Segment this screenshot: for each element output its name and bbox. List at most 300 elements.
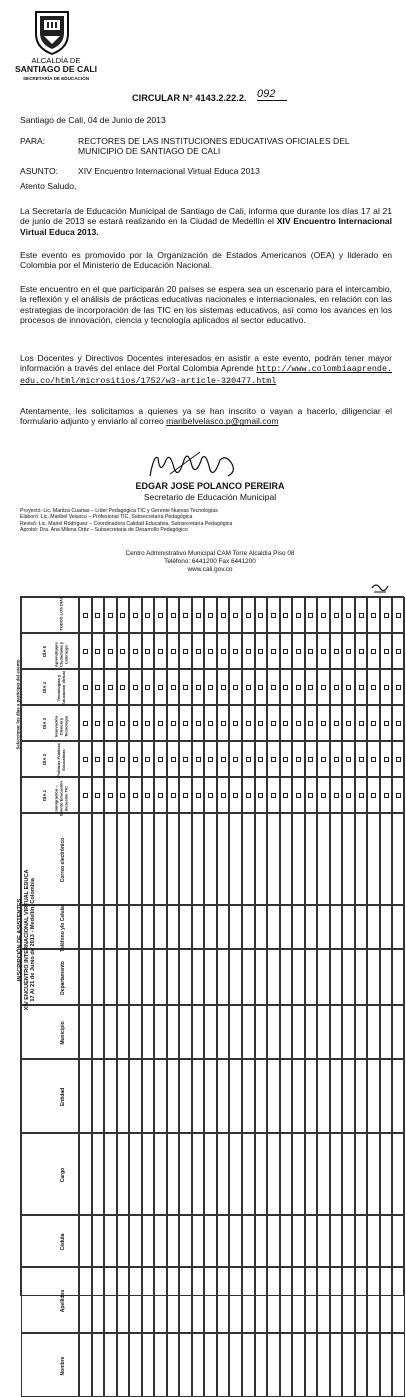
input-cell[interactable] [280, 813, 293, 905]
input-cell[interactable] [292, 949, 305, 1005]
day-checkbox[interactable] [321, 757, 326, 762]
day-checkbox[interactable] [208, 757, 213, 762]
input-cell[interactable] [355, 1215, 368, 1267]
day-checkbox[interactable] [283, 757, 288, 762]
day-checkbox[interactable] [359, 613, 364, 618]
input-cell[interactable] [79, 1215, 92, 1267]
input-cell[interactable] [255, 813, 268, 905]
input-cell[interactable] [305, 1005, 318, 1059]
input-cell[interactable] [255, 905, 268, 949]
day-checkbox[interactable] [246, 793, 251, 798]
input-cell[interactable] [392, 949, 405, 1005]
input-cell[interactable] [154, 1005, 167, 1059]
day-checkbox[interactable] [171, 757, 176, 762]
day-checkbox[interactable] [208, 793, 213, 798]
day-checkbox[interactable] [346, 649, 351, 654]
day-checkbox[interactable] [246, 649, 251, 654]
day-checkbox[interactable] [246, 685, 251, 690]
input-cell[interactable] [330, 813, 343, 905]
input-cell[interactable] [142, 813, 155, 905]
input-cell[interactable] [142, 1133, 155, 1215]
day-checkbox[interactable] [258, 793, 263, 798]
input-cell[interactable] [342, 1059, 355, 1133]
input-cell[interactable] [104, 1333, 117, 1397]
input-cell[interactable] [79, 813, 92, 905]
day-checkbox[interactable] [283, 721, 288, 726]
input-cell[interactable] [92, 1267, 105, 1333]
input-cell[interactable] [355, 1267, 368, 1333]
day-checkbox[interactable] [133, 757, 138, 762]
input-cell[interactable] [192, 949, 205, 1005]
input-cell[interactable] [92, 905, 105, 949]
input-cell[interactable] [192, 1005, 205, 1059]
day-checkbox[interactable] [183, 685, 188, 690]
day-checkbox[interactable] [321, 721, 326, 726]
day-checkbox[interactable] [108, 793, 113, 798]
input-cell[interactable] [292, 1267, 305, 1333]
input-cell[interactable] [229, 905, 242, 949]
input-cell[interactable] [342, 813, 355, 905]
input-cell[interactable] [229, 813, 242, 905]
day-checkbox[interactable] [246, 613, 251, 618]
day-checkbox[interactable] [283, 613, 288, 618]
day-checkbox[interactable] [283, 649, 288, 654]
input-cell[interactable] [179, 1267, 192, 1333]
input-cell[interactable] [117, 949, 130, 1005]
input-cell[interactable] [317, 1005, 330, 1059]
input-cell[interactable] [217, 1059, 230, 1133]
input-cell[interactable] [267, 1267, 280, 1333]
day-checkbox[interactable] [221, 649, 226, 654]
input-cell[interactable] [342, 1267, 355, 1333]
input-cell[interactable] [380, 813, 393, 905]
day-checkbox[interactable] [145, 721, 150, 726]
day-checkbox[interactable] [334, 649, 339, 654]
input-cell[interactable] [229, 1059, 242, 1133]
input-cell[interactable] [317, 1215, 330, 1267]
day-checkbox[interactable] [283, 793, 288, 798]
input-cell[interactable] [330, 1215, 343, 1267]
input-cell[interactable] [129, 1215, 142, 1267]
input-cell[interactable] [330, 1059, 343, 1133]
input-cell[interactable] [305, 949, 318, 1005]
input-cell[interactable] [280, 1267, 293, 1333]
day-checkbox[interactable] [321, 685, 326, 690]
input-cell[interactable] [367, 1005, 380, 1059]
input-cell[interactable] [179, 1059, 192, 1133]
day-checkbox[interactable] [83, 649, 88, 654]
day-checkbox[interactable] [246, 757, 251, 762]
input-cell[interactable] [117, 1267, 130, 1333]
day-checkbox[interactable] [145, 613, 150, 618]
input-cell[interactable] [342, 1133, 355, 1215]
day-checkbox[interactable] [196, 757, 201, 762]
day-checkbox[interactable] [171, 721, 176, 726]
input-cell[interactable] [242, 1059, 255, 1133]
day-checkbox[interactable] [296, 757, 301, 762]
day-checkbox[interactable] [271, 685, 276, 690]
input-cell[interactable] [79, 905, 92, 949]
input-cell[interactable] [204, 949, 217, 1005]
input-cell[interactable] [229, 1215, 242, 1267]
input-cell[interactable] [380, 1059, 393, 1133]
input-cell[interactable] [79, 1005, 92, 1059]
input-cell[interactable] [242, 905, 255, 949]
input-cell[interactable] [305, 1267, 318, 1333]
input-cell[interactable] [292, 1059, 305, 1133]
day-checkbox[interactable] [83, 613, 88, 618]
input-cell[interactable] [204, 905, 217, 949]
day-checkbox[interactable] [95, 721, 100, 726]
day-checkbox[interactable] [120, 721, 125, 726]
day-checkbox[interactable] [171, 793, 176, 798]
input-cell[interactable] [79, 1333, 92, 1397]
input-cell[interactable] [380, 1333, 393, 1397]
input-cell[interactable] [330, 1333, 343, 1397]
input-cell[interactable] [267, 1215, 280, 1267]
input-cell[interactable] [104, 1215, 117, 1267]
day-checkbox[interactable] [95, 793, 100, 798]
input-cell[interactable] [367, 813, 380, 905]
input-cell[interactable] [192, 1333, 205, 1397]
input-cell[interactable] [92, 1059, 105, 1133]
input-cell[interactable] [255, 1333, 268, 1397]
input-cell[interactable] [367, 1059, 380, 1133]
input-cell[interactable] [217, 1133, 230, 1215]
portal-link[interactable]: http://www.colombiaaprende.edu.co/html/micrositios/1752/w3-article-320477.html [20, 364, 393, 386]
input-cell[interactable] [192, 813, 205, 905]
day-checkbox[interactable] [371, 721, 376, 726]
day-checkbox[interactable] [120, 613, 125, 618]
input-cell[interactable] [229, 1005, 242, 1059]
day-checkbox[interactable] [334, 793, 339, 798]
input-cell[interactable] [305, 1133, 318, 1215]
input-cell[interactable] [380, 905, 393, 949]
input-cell[interactable] [167, 1333, 180, 1397]
day-checkbox[interactable] [384, 685, 389, 690]
day-checkbox[interactable] [145, 757, 150, 762]
input-cell[interactable] [330, 905, 343, 949]
input-cell[interactable] [129, 949, 142, 1005]
input-cell[interactable] [229, 1267, 242, 1333]
day-checkbox[interactable] [296, 685, 301, 690]
input-cell[interactable] [242, 949, 255, 1005]
day-checkbox[interactable] [208, 685, 213, 690]
input-cell[interactable] [292, 1133, 305, 1215]
day-checkbox[interactable] [258, 613, 263, 618]
input-cell[interactable] [317, 1333, 330, 1397]
day-checkbox[interactable] [371, 757, 376, 762]
day-checkbox[interactable] [346, 793, 351, 798]
day-checkbox[interactable] [334, 757, 339, 762]
input-cell[interactable] [255, 1059, 268, 1133]
input-cell[interactable] [292, 905, 305, 949]
day-checkbox[interactable] [258, 757, 263, 762]
day-checkbox[interactable] [183, 757, 188, 762]
input-cell[interactable] [330, 949, 343, 1005]
day-checkbox[interactable] [359, 793, 364, 798]
day-checkbox[interactable] [371, 613, 376, 618]
input-cell[interactable] [292, 813, 305, 905]
input-cell[interactable] [217, 1333, 230, 1397]
input-cell[interactable] [179, 905, 192, 949]
input-cell[interactable] [255, 949, 268, 1005]
day-checkbox[interactable] [183, 613, 188, 618]
input-cell[interactable] [104, 949, 117, 1005]
day-checkbox[interactable] [308, 685, 313, 690]
input-cell[interactable] [280, 1333, 293, 1397]
input-cell[interactable] [79, 949, 92, 1005]
input-cell[interactable] [280, 1005, 293, 1059]
day-checkbox[interactable] [133, 721, 138, 726]
input-cell[interactable] [242, 1215, 255, 1267]
day-checkbox[interactable] [396, 649, 401, 654]
input-cell[interactable] [104, 1133, 117, 1215]
input-cell[interactable] [167, 1059, 180, 1133]
input-cell[interactable] [142, 1333, 155, 1397]
day-checkbox[interactable] [384, 793, 389, 798]
input-cell[interactable] [305, 1215, 318, 1267]
day-checkbox[interactable] [283, 685, 288, 690]
input-cell[interactable] [242, 1133, 255, 1215]
input-cell[interactable] [154, 1267, 167, 1333]
input-cell[interactable] [267, 1005, 280, 1059]
day-checkbox[interactable] [334, 613, 339, 618]
day-checkbox[interactable] [233, 793, 238, 798]
input-cell[interactable] [317, 1059, 330, 1133]
day-checkbox[interactable] [384, 757, 389, 762]
day-checkbox[interactable] [108, 685, 113, 690]
input-cell[interactable] [342, 1005, 355, 1059]
input-cell[interactable] [267, 1059, 280, 1133]
input-cell[interactable] [204, 1059, 217, 1133]
input-cell[interactable] [380, 1267, 393, 1333]
input-cell[interactable] [154, 1215, 167, 1267]
day-checkbox[interactable] [371, 793, 376, 798]
day-checkbox[interactable] [83, 721, 88, 726]
input-cell[interactable] [330, 1133, 343, 1215]
day-checkbox[interactable] [396, 685, 401, 690]
input-cell[interactable] [142, 949, 155, 1005]
day-checkbox[interactable] [196, 613, 201, 618]
input-cell[interactable] [179, 1333, 192, 1397]
day-checkbox[interactable] [108, 721, 113, 726]
day-checkbox[interactable] [334, 685, 339, 690]
day-checkbox[interactable] [145, 685, 150, 690]
day-checkbox[interactable] [271, 793, 276, 798]
day-checkbox[interactable] [359, 649, 364, 654]
input-cell[interactable] [192, 905, 205, 949]
day-checkbox[interactable] [120, 793, 125, 798]
input-cell[interactable] [392, 905, 405, 949]
day-checkbox[interactable] [120, 685, 125, 690]
input-cell[interactable] [192, 1215, 205, 1267]
day-checkbox[interactable] [171, 685, 176, 690]
day-checkbox[interactable] [308, 649, 313, 654]
input-cell[interactable] [355, 813, 368, 905]
day-checkbox[interactable] [271, 613, 276, 618]
input-cell[interactable] [79, 1133, 92, 1215]
day-checkbox[interactable] [384, 721, 389, 726]
input-cell[interactable] [380, 1215, 393, 1267]
input-cell[interactable] [242, 1267, 255, 1333]
input-cell[interactable] [167, 813, 180, 905]
input-cell[interactable] [317, 1133, 330, 1215]
input-cell[interactable] [305, 813, 318, 905]
input-cell[interactable] [129, 1005, 142, 1059]
day-checkbox[interactable] [133, 685, 138, 690]
input-cell[interactable] [217, 1215, 230, 1267]
input-cell[interactable] [317, 905, 330, 949]
day-checkbox[interactable] [271, 649, 276, 654]
day-checkbox[interactable] [346, 685, 351, 690]
day-checkbox[interactable] [396, 757, 401, 762]
day-checkbox[interactable] [158, 721, 163, 726]
input-cell[interactable] [167, 949, 180, 1005]
input-cell[interactable] [92, 949, 105, 1005]
day-checkbox[interactable] [321, 613, 326, 618]
input-cell[interactable] [392, 1333, 405, 1397]
day-checkbox[interactable] [145, 649, 150, 654]
input-cell[interactable] [267, 905, 280, 949]
input-cell[interactable] [179, 949, 192, 1005]
input-cell[interactable] [117, 1133, 130, 1215]
input-cell[interactable] [167, 1133, 180, 1215]
input-cell[interactable] [217, 813, 230, 905]
input-cell[interactable] [280, 1133, 293, 1215]
day-checkbox[interactable] [233, 613, 238, 618]
day-checkbox[interactable] [271, 721, 276, 726]
day-checkbox[interactable] [359, 721, 364, 726]
input-cell[interactable] [154, 1133, 167, 1215]
input-cell[interactable] [355, 1059, 368, 1133]
input-cell[interactable] [392, 1215, 405, 1267]
day-checkbox[interactable] [221, 613, 226, 618]
input-cell[interactable] [355, 1005, 368, 1059]
day-checkbox[interactable] [183, 793, 188, 798]
input-cell[interactable] [280, 949, 293, 1005]
day-checkbox[interactable] [221, 721, 226, 726]
input-cell[interactable] [355, 1333, 368, 1397]
day-checkbox[interactable] [196, 721, 201, 726]
input-cell[interactable] [242, 813, 255, 905]
day-checkbox[interactable] [233, 721, 238, 726]
input-cell[interactable] [330, 1005, 343, 1059]
input-cell[interactable] [117, 813, 130, 905]
day-checkbox[interactable] [359, 685, 364, 690]
input-cell[interactable] [305, 905, 318, 949]
input-cell[interactable] [380, 949, 393, 1005]
input-cell[interactable] [142, 1215, 155, 1267]
input-cell[interactable] [204, 1267, 217, 1333]
input-cell[interactable] [305, 1059, 318, 1133]
input-cell[interactable] [217, 1005, 230, 1059]
input-cell[interactable] [342, 905, 355, 949]
input-cell[interactable] [92, 1133, 105, 1215]
day-checkbox[interactable] [308, 613, 313, 618]
day-checkbox[interactable] [108, 649, 113, 654]
day-checkbox[interactable] [120, 757, 125, 762]
day-checkbox[interactable] [221, 793, 226, 798]
input-cell[interactable] [142, 905, 155, 949]
input-cell[interactable] [317, 813, 330, 905]
day-checkbox[interactable] [371, 685, 376, 690]
day-checkbox[interactable] [346, 613, 351, 618]
input-cell[interactable] [367, 1215, 380, 1267]
day-checkbox[interactable] [321, 649, 326, 654]
input-cell[interactable] [317, 949, 330, 1005]
input-cell[interactable] [117, 1215, 130, 1267]
day-checkbox[interactable] [83, 685, 88, 690]
day-checkbox[interactable] [95, 757, 100, 762]
day-checkbox[interactable] [83, 757, 88, 762]
input-cell[interactable] [380, 1005, 393, 1059]
day-checkbox[interactable] [233, 757, 238, 762]
day-checkbox[interactable] [158, 793, 163, 798]
input-cell[interactable] [192, 1133, 205, 1215]
input-cell[interactable] [204, 1333, 217, 1397]
input-cell[interactable] [129, 1267, 142, 1333]
input-cell[interactable] [192, 1059, 205, 1133]
input-cell[interactable] [104, 1267, 117, 1333]
input-cell[interactable] [217, 1267, 230, 1333]
input-cell[interactable] [117, 905, 130, 949]
day-checkbox[interactable] [321, 793, 326, 798]
day-checkbox[interactable] [308, 721, 313, 726]
day-checkbox[interactable] [308, 793, 313, 798]
input-cell[interactable] [104, 905, 117, 949]
day-checkbox[interactable] [171, 613, 176, 618]
input-cell[interactable] [242, 1005, 255, 1059]
day-checkbox[interactable] [158, 649, 163, 654]
day-checkbox[interactable] [95, 613, 100, 618]
input-cell[interactable] [367, 905, 380, 949]
input-cell[interactable] [392, 1267, 405, 1333]
day-checkbox[interactable] [359, 757, 364, 762]
input-cell[interactable] [267, 813, 280, 905]
input-cell[interactable] [367, 949, 380, 1005]
input-cell[interactable] [167, 1005, 180, 1059]
day-checkbox[interactable] [271, 757, 276, 762]
input-cell[interactable] [92, 1215, 105, 1267]
day-checkbox[interactable] [158, 613, 163, 618]
input-cell[interactable] [167, 905, 180, 949]
input-cell[interactable] [267, 949, 280, 1005]
day-checkbox[interactable] [258, 649, 263, 654]
input-cell[interactable] [154, 1333, 167, 1397]
day-checkbox[interactable] [133, 649, 138, 654]
input-cell[interactable] [129, 1059, 142, 1133]
input-cell[interactable] [255, 1133, 268, 1215]
input-cell[interactable] [292, 1333, 305, 1397]
input-cell[interactable] [129, 1133, 142, 1215]
day-checkbox[interactable] [133, 613, 138, 618]
day-checkbox[interactable] [396, 793, 401, 798]
input-cell[interactable] [129, 905, 142, 949]
input-cell[interactable] [179, 1005, 192, 1059]
day-checkbox[interactable] [296, 649, 301, 654]
day-checkbox[interactable] [221, 757, 226, 762]
input-cell[interactable] [292, 1005, 305, 1059]
input-cell[interactable] [229, 1333, 242, 1397]
day-checkbox[interactable] [133, 793, 138, 798]
day-checkbox[interactable] [308, 757, 313, 762]
input-cell[interactable] [217, 949, 230, 1005]
day-checkbox[interactable] [258, 721, 263, 726]
day-checkbox[interactable] [158, 757, 163, 762]
day-checkbox[interactable] [108, 757, 113, 762]
day-checkbox[interactable] [183, 721, 188, 726]
